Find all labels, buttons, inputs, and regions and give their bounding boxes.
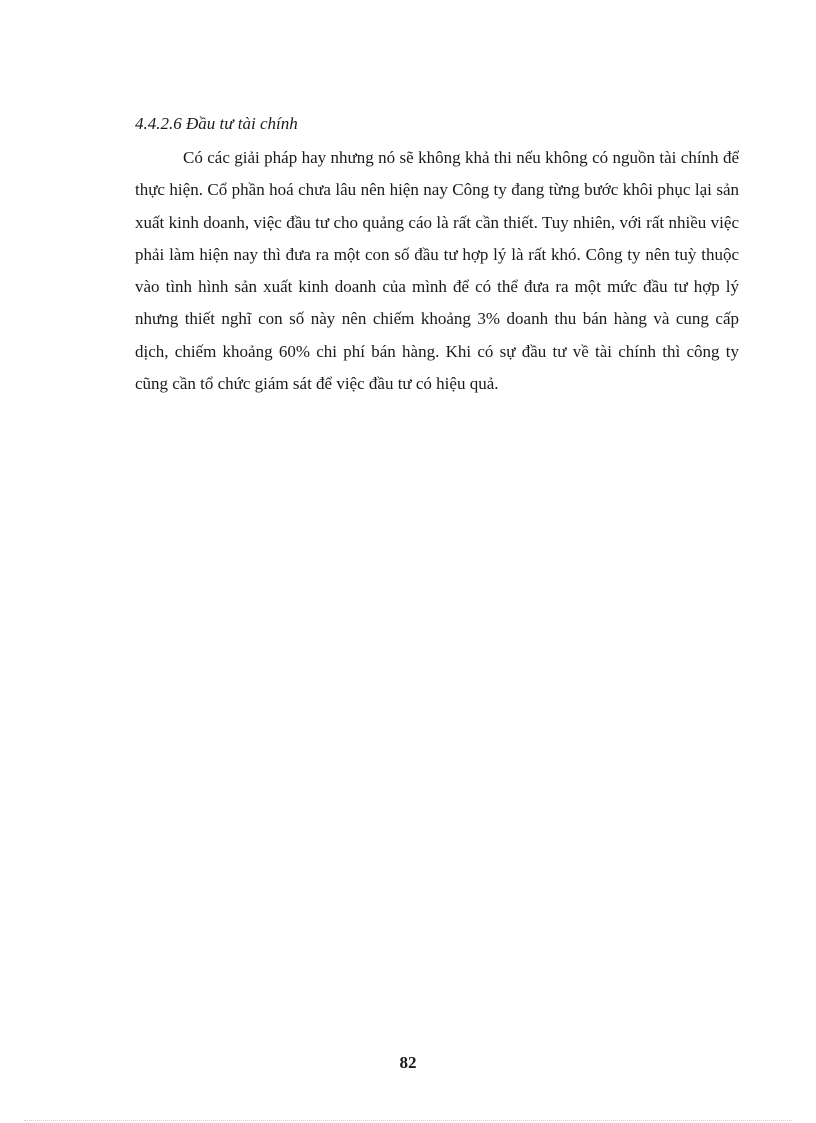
page-bottom-divider: [24, 1120, 792, 1121]
body-paragraph: Có các giải pháp hay nhưng nó sẽ không khả thi nếu không có nguồn tài chính để thực hiện. Cổ phần hoá chưa lâu nên hiện nay Công ty đang từng bước khôi phục lại sản xuất kinh doanh, việc đầu tư cho quảng cáo là rất cần thiết. Tuy nhiên, với rất nhiều việc phải làm hiện nay thì đưa ra một con số đầu tư hợp lý là rất khó. Công ty nên tuỳ thuộc vào tình hình sản xuất kinh doanh của mình để có thể đưa ra một mức đầu tư hợp lý nhưng thiết nghĩ con số này nên chiếm khoảng 3% doanh thu bán hàng và cung cấp dịch, chiếm khoảng 60% chi phí bán hàng. Khi có sự đầu tư về tài chính thì công ty cũng cần tổ chức giám sát để việc đầu tư có hiệu quả.: [135, 148, 739, 394]
page-number: 82: [399, 1053, 417, 1072]
section-heading: 4.4.2.6 Đầu tư tài chính: [135, 114, 298, 133]
